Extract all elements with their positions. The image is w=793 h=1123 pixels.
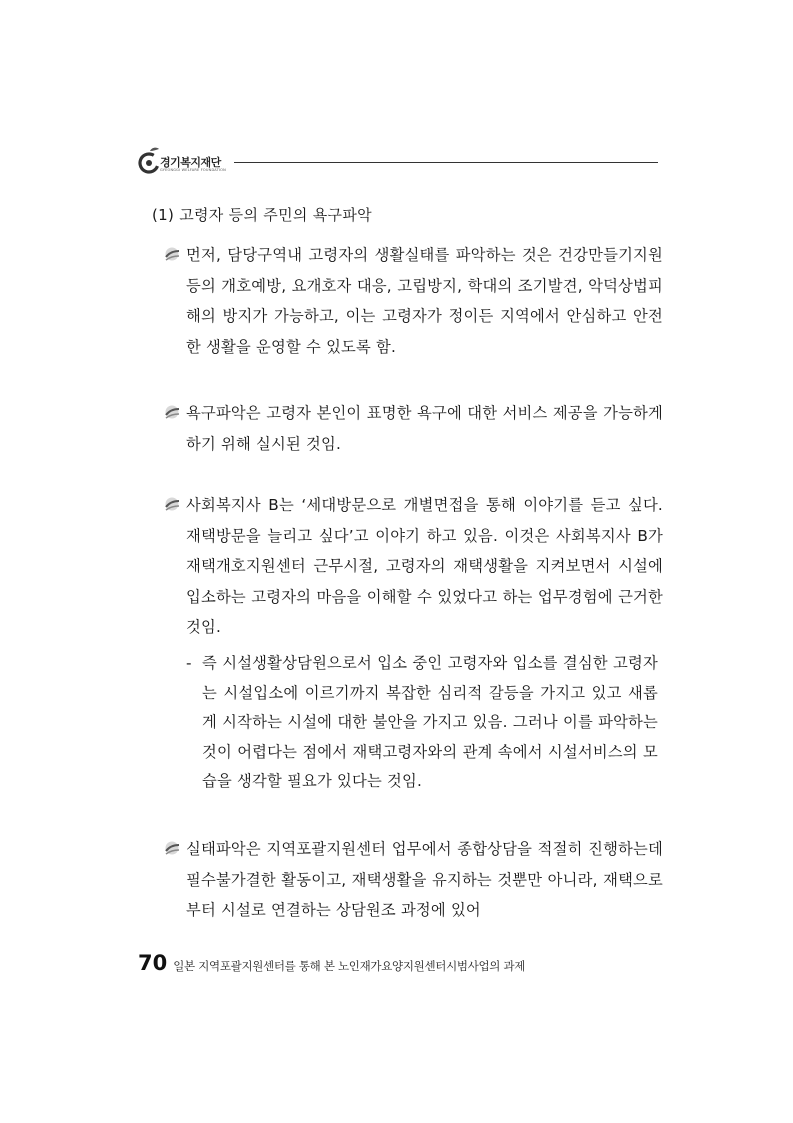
bullet-text: 실태파악은 지역포괄지원센터 업무에서 종합상담을 적절히 진행하는데 필수불가결한 활동이고, 재택생활을 유지하는 것뿐만 아니라, 재택으로부터 시설로 연결하는 상담원조 과정에 있어 [186, 840, 663, 919]
sub-note-text: 즉 시설생활상담원으로서 입소 중인 고령자와 입소를 결심한 고령자는 시설입소에 이르기까지 복잡한 심리적 갈등을 가지고 있고 새롭게 시작하는 시설에 대한 불안을 가지고 있음. 그러나 이를 파악하는 것이 어렵다는 점에서 재택고령자와의 관계 속에서 시설서비스의 모습을 생각할 필요가 있다는 것임. [202, 654, 658, 791]
page-footer [138, 951, 525, 975]
bullet-item [163, 398, 663, 459]
bullet-item [163, 490, 663, 643]
bullet-text: 사회복지사 B는 ‘세대방문으로 개별면접을 통해 이야기를 듣고 싶다. 재택방문을 늘리고 싶다’고 이야기 하고 있음. 이것은 사회복지사 B가 재택개호지원센터 근무시절, 고령자의 재택생활을 지켜보면서 시설에 입소하는 고령자의 마음을 이해할 수 있었다고 하는 업무경험에 근거한 것임. [186, 496, 663, 636]
sub-note [186, 649, 658, 797]
bullet-text: 먼저, 담당구역내 고령자의 생활실태를 파악하는 것은 건강만들기지원 등의 개호예방, 요개호자 대응, 고립방지, 학대의 조기발견, 악덕상법피해의 방지가 가능하고, 이는 고령자가 정이든 지역에서 안심하고 안전한 생활을 운영할 수 있도록 함. [186, 246, 663, 356]
page-number: 70 [138, 951, 168, 975]
header-divider [234, 162, 658, 163]
org-name: 경기복지재단 [160, 156, 221, 169]
bullet-icon [163, 403, 181, 421]
book-title: 일본 지역포괄지원센터를 통해 본 노인재가요양지원센터시범사업의 과제 [173, 959, 526, 973]
bullet-icon [163, 245, 181, 263]
section-title: (1) 고령자 등의 주민의 욕구파악 [152, 206, 372, 224]
bullet-item [163, 834, 663, 926]
bullet-item [163, 240, 663, 362]
bullet-icon [163, 495, 181, 513]
bullet-text: 욕구파악은 고령자 본인이 표명한 욕구에 대한 서비스 제공을 가능하게 하기 위해 실시된 것임. [186, 404, 663, 453]
sub-note-dash: - [186, 654, 192, 672]
bullet-icon [163, 839, 181, 857]
org-subtitle: GYEONGGI WELFARE FOUNDATION [160, 168, 226, 172]
page-header [138, 146, 658, 180]
